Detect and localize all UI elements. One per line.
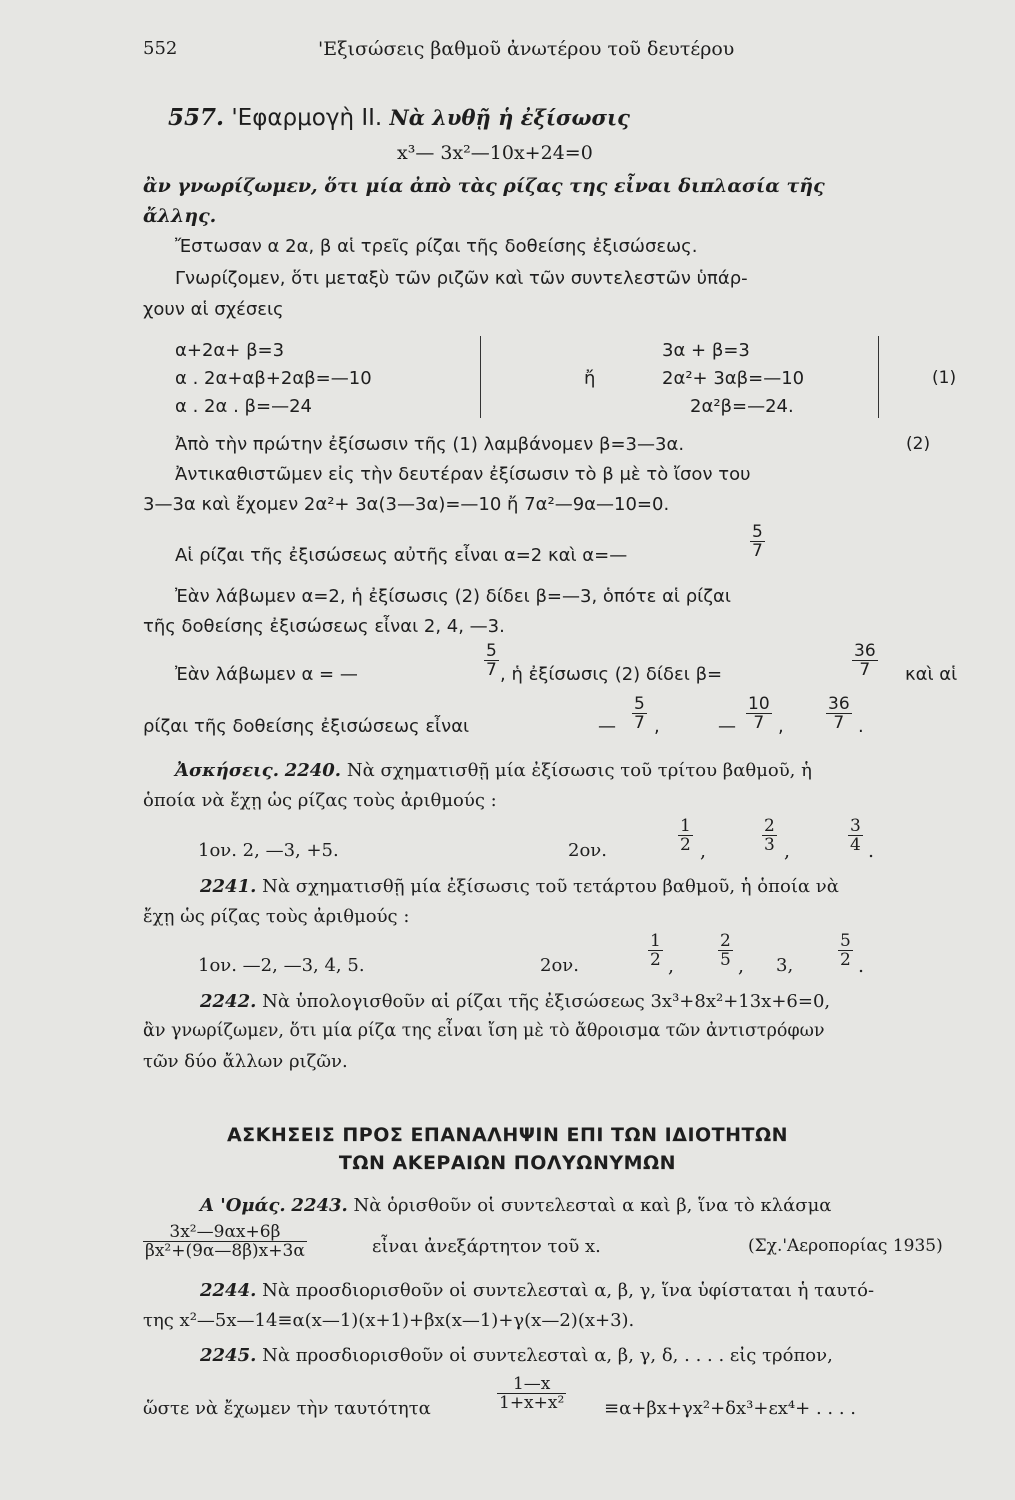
para-6: 3—3α καὶ ἔχομεν 2α²+ 3α(3—3α)=—10 ἤ 7α²—9α—10=0. [143,494,670,515]
exercise-2242-line-2: ἂν γνωρίζωμεν, ὅτι μία ρίζα της εἶναι ἴση μὲ τὸ ἄθροισμα τῶν ἀντιστρόφων [143,1021,825,1041]
comma-2: , [778,716,784,737]
exercise-2240-line-2: ὁποία νὰ ἔχῃ ὡς ρίζας τοὺς ἀριθμούς : [143,790,497,811]
exercise-2245-fraction: $\frac{1—x}{\text{1+x+x²}}$ [499,1374,565,1413]
exercise-2241-fraction-2: $\frac{2}{5}$ [720,931,731,970]
section-problem: Νὰ λυθῇ ἡ ἐξίσωσις [389,105,630,130]
exercise-2240-fraction-2: $\frac{2}{3}$ [764,816,775,855]
root-3-fraction: $\frac{36}{7}$ [828,694,850,733]
section-number: 557. [168,104,225,131]
condition-line-2: ἄλλης. [143,205,217,227]
para-8: Ἐὰν λάβωμεν α=2, ἡ ἐξίσωσις (2) δίδει β=—3, ὁπότε αἱ ρίζαι [175,586,732,607]
condition-line-1: ἂν γνωρίζωμεν, ὅτι μία ἀπὸ τὰς ρίζας της εἶναι διπλασία τῆς [143,175,825,197]
para-1: Ἔστωσαν α 2α, β αἱ τρεῖς ρίζαι τῆς δοθείσης ἐξισώσεως. [175,236,698,257]
root-1-fraction: $\frac{5}{7}$ [634,694,645,733]
exercise-2244-line-2: της x²—5x—14≡α(x—1)(x+1)+βx(x—1)+γ(x—2)(x+3). [143,1310,635,1331]
fraction-5-7: $\frac{5}{7}$ [752,522,763,561]
page-number: 552 [143,38,178,59]
fraction-36-7: $\frac{36}{7}$ [854,641,876,680]
exercise-2241-fraction-3: $\frac{5}{2}$ [840,931,851,970]
or-word: ἤ [584,368,596,389]
right-brace [868,336,879,418]
fraction-5-7-b: $\frac{5}{7}$ [486,641,497,680]
exercise-2240-first: 1ον. 2, —3, +5. [198,840,339,861]
left-brace [470,336,481,418]
exercise-2241-comma-1: , [668,955,675,977]
exercise-2245-tail: ≡α+βx+γx²+δx³+εx⁴+ . . . . [604,1398,856,1419]
exercise-2240-period: . [868,840,875,862]
section-title: 'Εφαρμογὴ ΙΙ. [231,105,383,131]
root-2-fraction: $\frac{10}{7}$ [748,694,770,733]
exercise-2240-comma-1: , [700,840,707,862]
exercise-2241-fraction-1: $\frac{1}{2}$ [650,931,661,970]
exercise-2241-comma-2: , [738,955,745,977]
sys-left-2: α . 2α+αβ+2αβ=—10 [175,368,372,389]
para-10b: , ἡ ἐξίσωσις (2) δίδει β= [500,664,723,685]
para-9: τῆς δοθείσης ἐξισώσεως εἶναι 2, 4, —3. [143,616,505,637]
sys-left-3: α . 2α . β=—24 [175,396,312,417]
exercise-2240-fraction-3: $\frac{3}{4}$ [850,816,861,855]
main-equation: x³— 3x²—10x+24=0 [397,142,593,164]
exercise-2243-fraction: $\frac{\text{3x²—9αx+6β}}{\text{βx²+(9α—8β)x+3α}}$ [145,1222,305,1261]
exercise-2240-line-1: Ἀσκήσεις. 2240. Νὰ σχηματισθῇ μία ἐξίσωσις τοῦ τρίτου βαθμοῦ, ἡ [175,760,812,781]
sys-left-1: α+2α+ β=3 [175,340,285,361]
sys-right-3: 2α²β=—24. [690,396,794,417]
exercise-2244-line-1: 2244. Νὰ προσδιορισθοῦν οἱ συντελεσταὶ α, β, γ, ἵνα ὑφίσταται ἡ ταυτό- [200,1280,875,1301]
exercise-2245-line-2: ὥστε νὰ ἔχωμεν τὴν ταυτότητα [143,1398,431,1419]
exercise-2241-line-1: 2241. Νὰ σχηματισθῇ μία ἐξίσωσις τοῦ τετάρτου βαθμοῦ, ἡ ὁποία νὰ [200,876,839,897]
exercise-2243-line-1: Α 'Ομάς. 2243. Νὰ ὁρισθοῦν οἱ συντελεσταὶ α καὶ β, ἵνα τὸ κλάσμα [200,1195,832,1216]
period-1: . [858,716,864,737]
para-4: Ἀπὸ τὴν πρώτην ἐξίσωσιν τῆς (1) λαμβάνομεν β=3—3α. [175,434,685,455]
exercise-2240-comma-2: , [784,840,791,862]
exercise-2241-second-label: 2ον. [540,955,579,976]
sys-right-1: 3α + β=3 [662,340,750,361]
exercise-2240-second-label: 2ον. [568,840,607,861]
para-4-label: (2) [906,434,931,454]
exercise-2241-first: 1ον. —2, —3, 4, 5. [198,955,365,976]
exercise-2243-source: (Σχ.'Αεροπορίας 1935) [748,1236,943,1256]
exercise-2240-fraction-1: $\frac{1}{2}$ [680,816,691,855]
review-heading-2: ΤΩΝ ΑΚΕΡΑΙΩΝ ΠΟΛΥΩΝΥΜΩΝ [338,1152,677,1174]
minus-sign-1: — [598,716,616,737]
exercise-2241-three: 3, [776,955,794,976]
exercise-2241-period: . [858,955,865,977]
sys-right-2: 2α²+ 3αβ=—10 [662,368,805,389]
para-10c: καὶ αἱ [905,664,958,685]
para-10a: Ἐὰν λάβωμεν α = — [175,664,358,685]
exercise-2242-line-3: τῶν δύο ἄλλων ριζῶν. [143,1051,348,1072]
exercise-2242-line-1: 2242. Νὰ ὑπολογισθοῦν αἱ ρίζαι τῆς ἐξισώσεως 3x³+8x²+13x+6=0, [200,991,831,1012]
minus-sign-2: — [718,716,736,737]
para-7: Αἱ ρίζαι τῆς ἐξισώσεως αὐτῆς εἶναι α=2 καὶ α=— [175,545,628,566]
section-557-heading [168,104,630,131]
para-2: Γνωρίζομεν, ὅτι μεταξὺ τῶν ριζῶν καὶ τῶν συντελεστῶν ὑπάρ- [175,268,748,289]
para-11: ρίζαι τῆς δοθείσης ἐξισώσεως εἶναι [143,716,470,737]
para-3: χουν αἱ σχέσεις [143,299,284,320]
comma-1: , [654,716,660,737]
review-heading-1: ΑΣΚΗΣΕΙΣ ΠΡΟΣ ΕΠΑΝΑΛΗΨΙΝ ΕΠΙ ΤΩΝ ΙΔΙΟΤΗΤΩΝ [226,1124,789,1146]
exercise-2243-tail: εἶναι ἀνεξάρτητον τοῦ x. [372,1236,601,1257]
system-label: (1) [932,368,957,388]
running-title: 'Εξισώσεις βαθμοῦ ἀνωτέρου τοῦ δευτέρου [318,38,735,60]
para-5: Ἀντικαθιστῶμεν εἰς τὴν δευτέραν ἐξίσωσιν τὸ β μὲ τὸ ἴσον του [175,464,751,485]
exercise-2245-line-1: 2245. Νὰ προσδιορισθοῦν οἱ συντελεσταὶ α, β, γ, δ, . . . . εἰς τρόπον, [200,1345,833,1366]
exercise-2241-line-2: ἔχῃ ὡς ρίζας τοὺς ἀριθμούς : [143,906,410,927]
